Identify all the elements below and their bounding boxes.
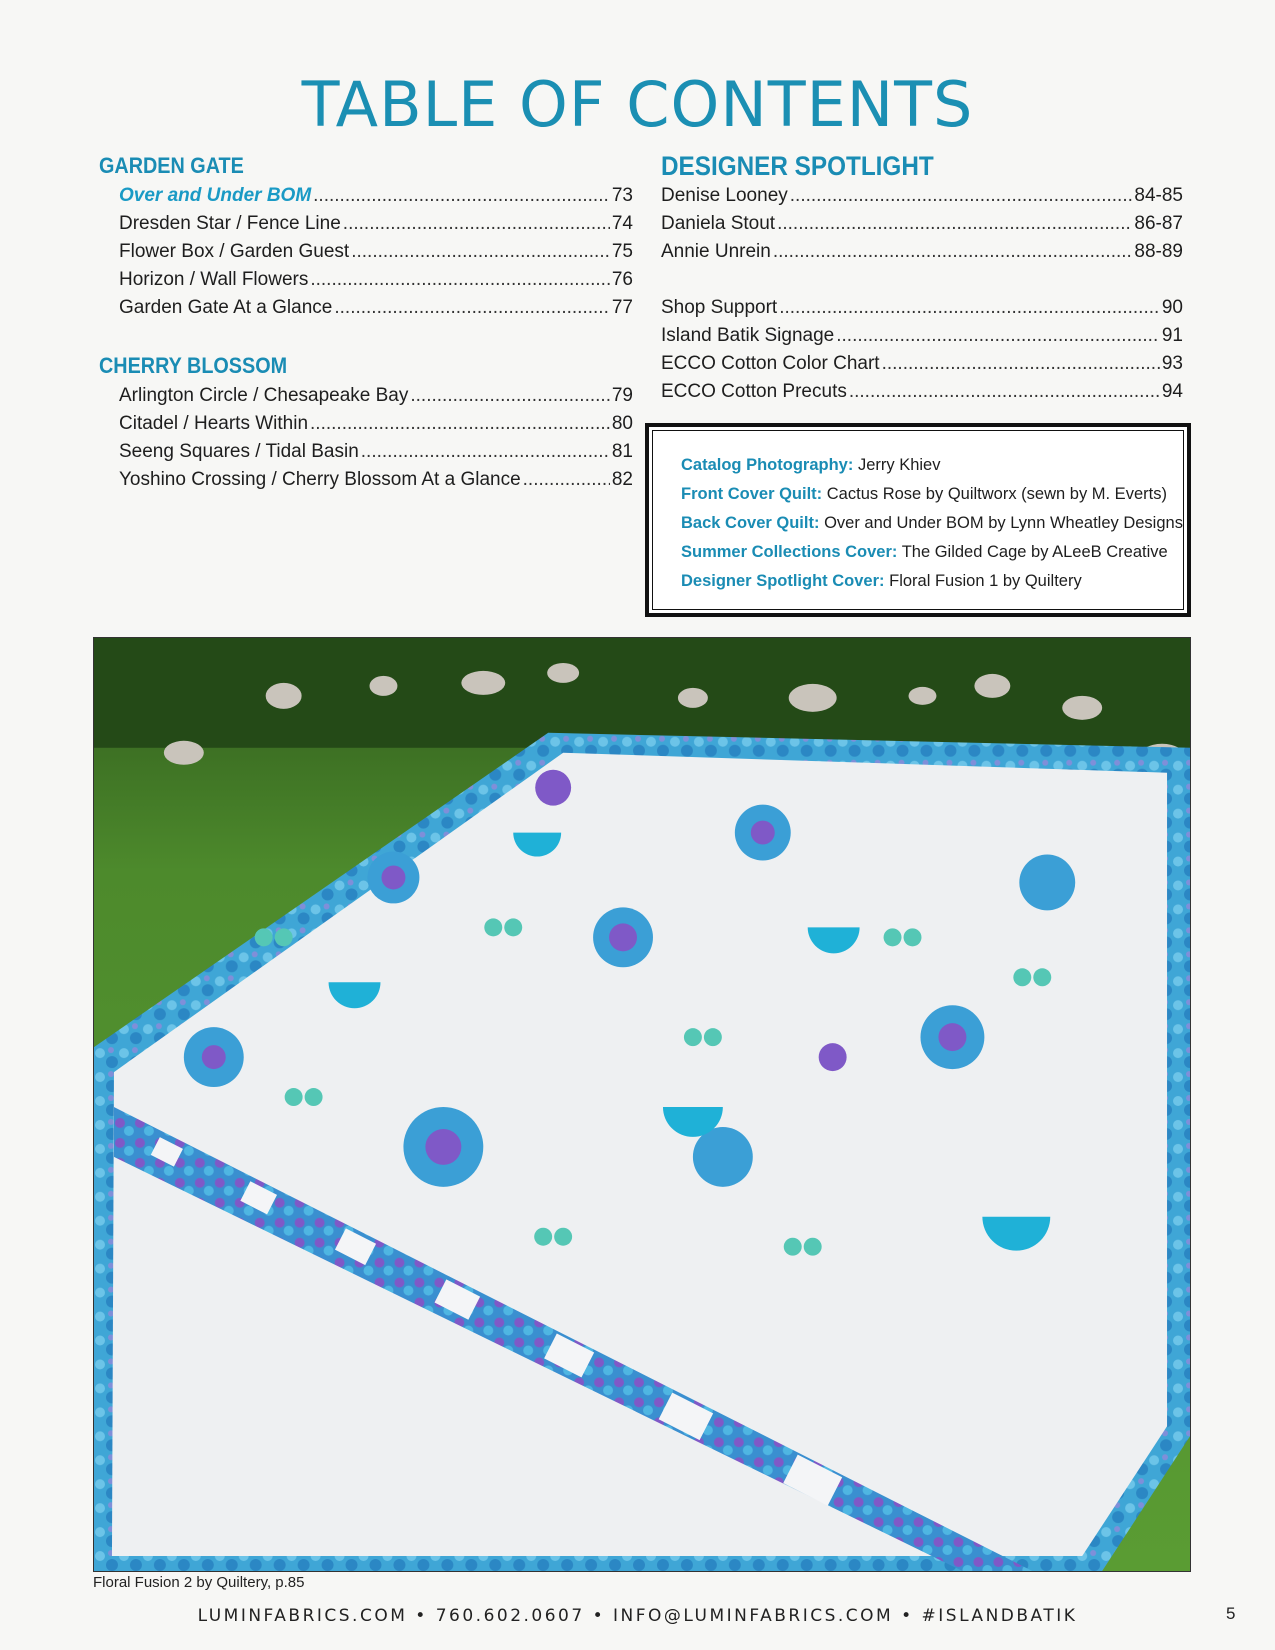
toc-entry[interactable]	[99, 266, 633, 294]
toc-section-cherry-blossom	[99, 350, 633, 494]
credit-line	[681, 567, 1183, 596]
toc-entry-label: Shop Support	[661, 297, 778, 318]
toc-entry-label: Garden Gate At a Glance	[119, 297, 333, 318]
credit-value: Jerry Khiev	[857, 456, 941, 474]
dot-leader	[849, 378, 1160, 406]
dot-leader	[313, 182, 610, 210]
toc-entry-page: 76	[611, 269, 633, 290]
dot-leader	[310, 266, 610, 294]
toc-entry-page: 93	[1161, 353, 1183, 374]
quilt-photo	[93, 637, 1191, 1572]
toc-entry-label: Denise Looney	[661, 185, 788, 206]
toc-entry[interactable]	[99, 410, 633, 438]
toc-entry[interactable]	[99, 382, 633, 410]
toc-entry[interactable]	[99, 182, 633, 210]
toc-entry[interactable]	[99, 294, 633, 322]
toc-entry-page: 79	[611, 385, 633, 406]
dot-leader	[836, 322, 1160, 350]
toc-entry-page: 94	[1161, 381, 1183, 402]
toc-entry[interactable]	[661, 350, 1183, 378]
dot-leader	[310, 410, 610, 438]
credit-line	[681, 509, 1183, 538]
section-heading: GARDEN GATE	[99, 153, 244, 178]
credit-value: Cactus Rose by Quiltworx (sewn by M. Everts)	[826, 485, 1167, 503]
toc-entry-page: 91	[1161, 325, 1183, 346]
toc-section-garden-gate	[99, 150, 633, 322]
dot-leader	[361, 438, 610, 466]
quilt-photo-illustration	[94, 638, 1190, 1571]
credit-line	[681, 480, 1183, 509]
toc-entry-page: 74	[611, 213, 633, 234]
credit-key: Back Cover Quilt:	[681, 514, 820, 532]
credits-inner-frame	[652, 430, 1184, 610]
credits-box	[645, 423, 1191, 617]
toc-entry-page: 86-87	[1134, 213, 1183, 234]
page-number: 5	[1226, 1604, 1236, 1623]
toc-entry[interactable]	[99, 438, 633, 466]
toc-entry-label: Horizon / Wall Flowers	[119, 269, 309, 290]
toc-entry-label: Flower Box / Garden Guest	[119, 241, 350, 262]
toc-entry[interactable]	[661, 182, 1183, 210]
footer-contact: LUMINFABRICS.COM • 760.602.0607 • INFO@LUMINFABRICS.COM • #ISLANDBATIK	[197, 1606, 1078, 1626]
toc-entry[interactable]	[99, 238, 633, 266]
toc-left-column	[99, 150, 633, 494]
toc-entry-label: ECCO Cotton Precuts	[661, 381, 847, 402]
toc-entry-label: ECCO Cotton Color Chart	[661, 353, 880, 374]
toc-entry-label: Dresden Star / Fence Line	[119, 213, 341, 234]
section-heading: CHERRY BLOSSOM	[99, 353, 288, 378]
dot-leader	[779, 294, 1160, 322]
dot-leader	[790, 182, 1133, 210]
photo-caption: Floral Fusion 2 by Quiltery, p.85	[93, 1574, 305, 1591]
credit-key: Front Cover Quilt:	[681, 485, 823, 503]
dot-leader	[351, 238, 610, 266]
dot-leader	[777, 210, 1132, 238]
toc-entry-page: 81	[611, 441, 633, 462]
dot-leader	[882, 350, 1160, 378]
dot-leader	[334, 294, 610, 322]
toc-entry-page: 82	[611, 469, 633, 490]
toc-entry-label: Yoshino Crossing / Cherry Blossom At a Glance	[119, 469, 521, 490]
toc-entry[interactable]	[661, 378, 1183, 406]
toc-entry-page: 75	[611, 241, 633, 262]
toc-entry-page: 77	[611, 297, 633, 318]
toc-entry-label: Annie Unrein	[661, 241, 771, 262]
dot-leader	[410, 382, 609, 410]
toc-entry-label: Citadel / Hearts Within	[119, 413, 309, 434]
credit-value: Over and Under BOM by Lynn Wheatley Designs	[824, 514, 1183, 532]
toc-entry-page: 84-85	[1134, 185, 1183, 206]
section-heading: DESIGNER SPOTLIGHT	[661, 151, 934, 181]
credit-key: Summer Collections Cover:	[681, 543, 898, 561]
toc-entry-page: 73	[611, 185, 633, 206]
credit-line	[681, 538, 1183, 567]
toc-entry-page: 90	[1161, 297, 1183, 318]
credit-key: Designer Spotlight Cover:	[681, 572, 885, 590]
toc-entry-label: Island Batik Signage	[661, 325, 835, 346]
toc-entry-page: 80	[611, 413, 633, 434]
toc-right-column	[661, 150, 1183, 406]
toc-entry-label: Seeng Squares / Tidal Basin	[119, 441, 359, 462]
dot-leader	[343, 210, 610, 238]
toc-entry-label: Daniela Stout	[661, 213, 776, 234]
toc-entry[interactable]	[661, 210, 1183, 238]
dot-leader	[523, 466, 610, 494]
toc-entry-label: Over and Under BOM	[119, 185, 312, 206]
toc-entry[interactable]	[661, 294, 1183, 322]
toc-entry-label: Arlington Circle / Chesapeake Bay	[119, 385, 409, 406]
toc-entry[interactable]	[661, 238, 1183, 266]
credit-value: Floral Fusion 1 by Quiltery	[889, 572, 1082, 590]
dot-leader	[773, 238, 1133, 266]
toc-entry[interactable]	[99, 466, 633, 494]
toc-entry[interactable]	[661, 322, 1183, 350]
toc-entry[interactable]	[99, 210, 633, 238]
credit-line	[681, 451, 1183, 480]
credit-key: Catalog Photography:	[681, 456, 854, 474]
page-title: TABLE OF CONTENTS	[301, 68, 974, 141]
credit-value: The Gilded Cage by ALeeB Creative	[901, 543, 1168, 561]
hedge	[94, 638, 1190, 748]
toc-entry-page: 88-89	[1134, 241, 1183, 262]
